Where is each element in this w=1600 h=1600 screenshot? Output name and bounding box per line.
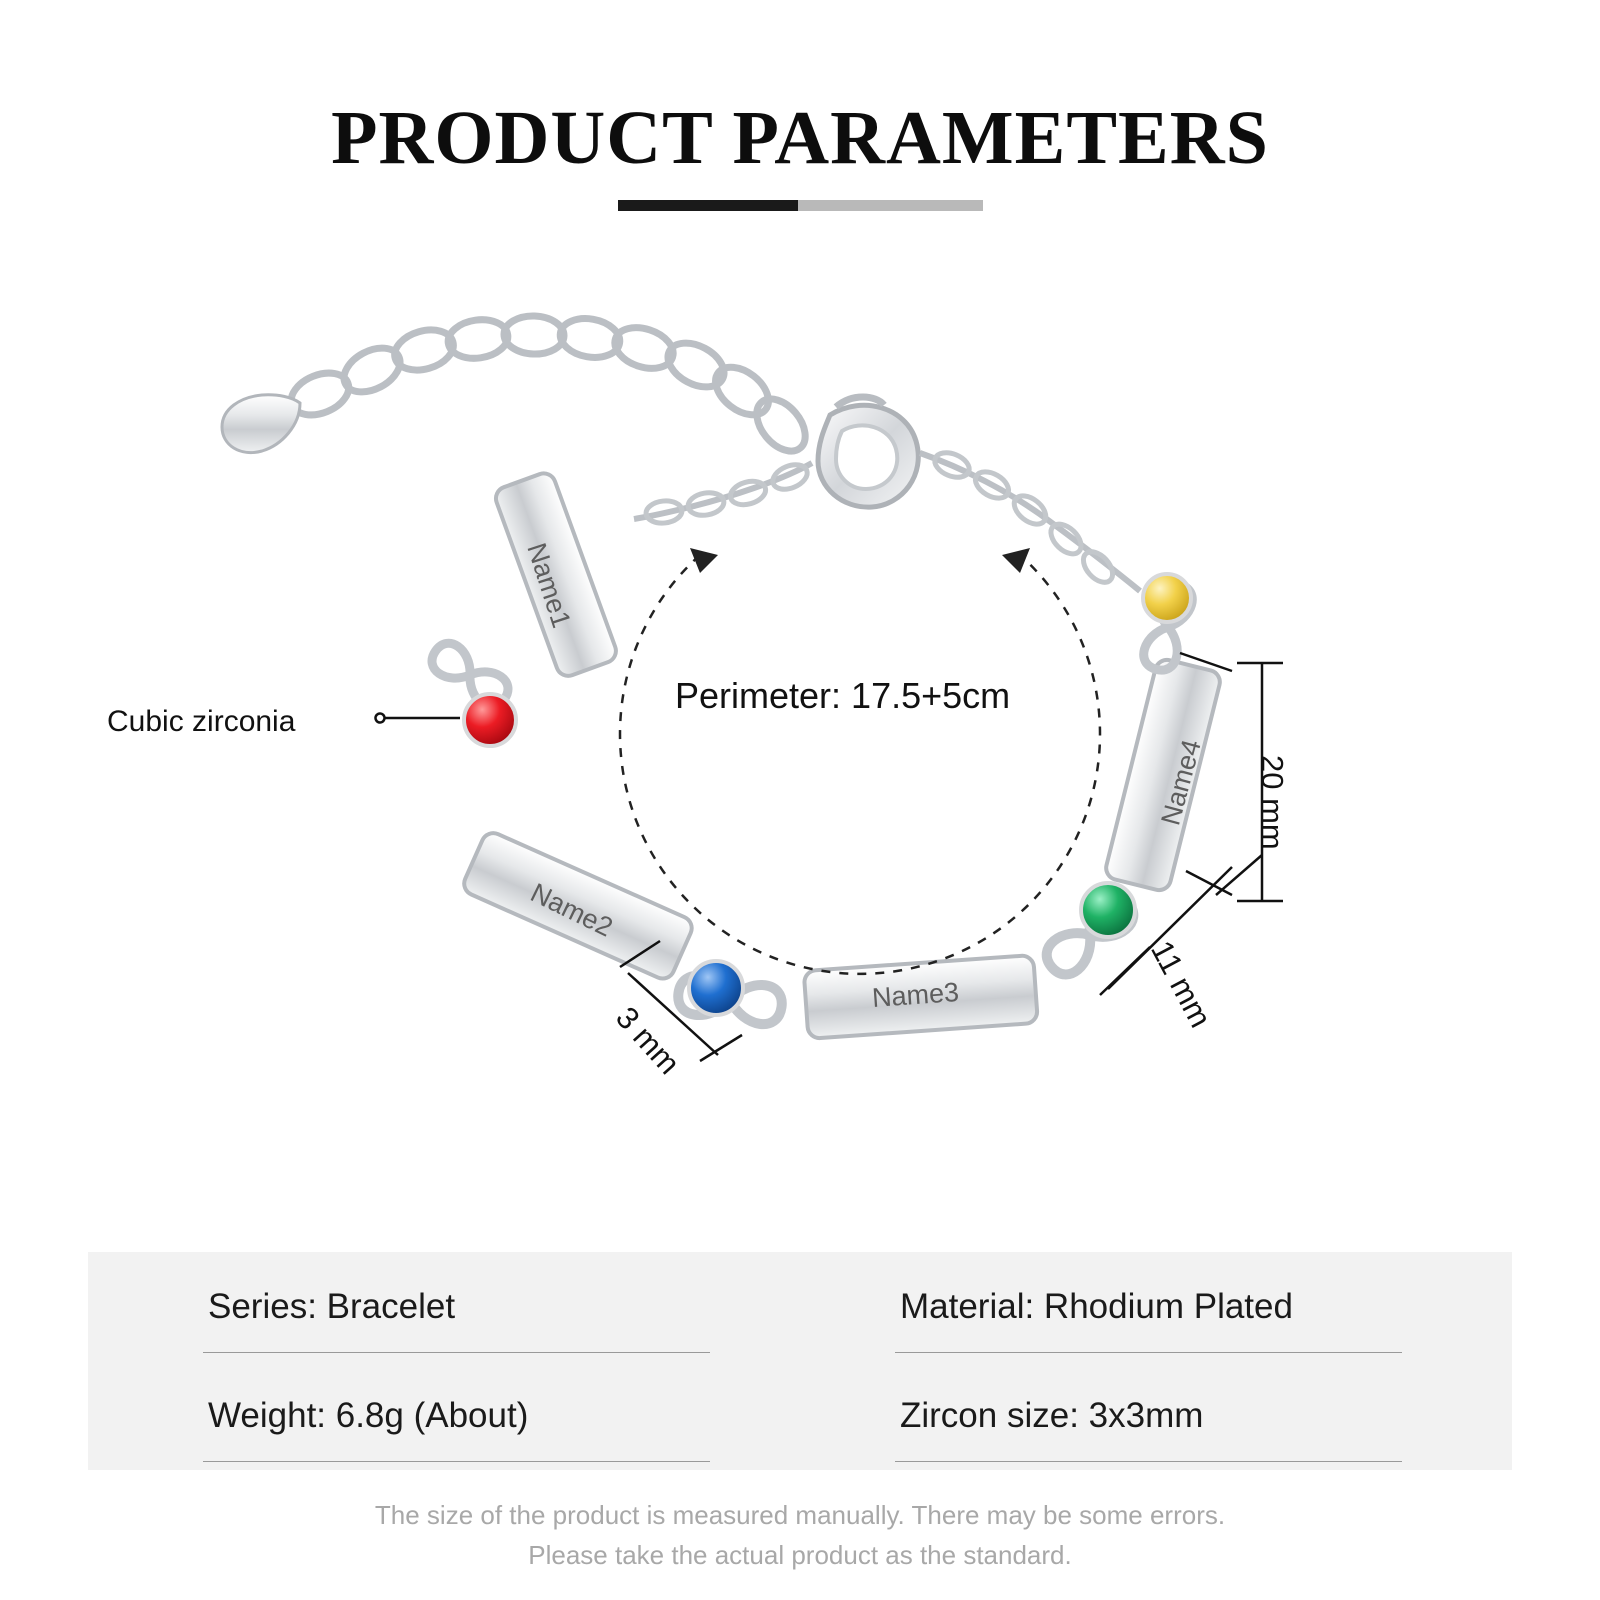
dimension-width-label: 11 mm: [1144, 935, 1219, 1034]
spec-weight: [88, 1361, 800, 1470]
engraving-label-name3: Name3: [871, 977, 960, 1014]
spec-zircon-size-text: Zircon size: 3x3mm: [900, 1395, 1204, 1435]
spec-weight-text: Weight: 6.8g (About): [208, 1395, 529, 1435]
engraving-label-name1: Name1: [521, 539, 577, 632]
spec-material-text: Material: Rhodium Plated: [900, 1286, 1293, 1326]
product-illustration: [0, 255, 1600, 1125]
cubic-zirconia-callout-label: Cubic zirconia: [107, 705, 296, 738]
spec-material: [800, 1252, 1512, 1361]
stone-red: [464, 694, 516, 746]
page-title: PRODUCT PARAMETERS: [331, 96, 1269, 180]
title-underline-dark: [618, 200, 798, 211]
perimeter-label: Perimeter: 17.5+5cm: [675, 675, 1011, 716]
stone-blue: [689, 961, 743, 1015]
engraving-label-name2: Name2: [526, 877, 618, 943]
spec-grid: [88, 1252, 1512, 1470]
stone-yellow: [1143, 574, 1191, 622]
dimension-height-label: 20 mm: [1255, 755, 1290, 850]
page-header: [0, 96, 1600, 211]
stone-green: [1081, 883, 1135, 937]
title-underline-light: [798, 200, 983, 211]
spec-panel: [88, 1252, 1512, 1470]
disclaimer: [0, 1495, 1600, 1576]
engraving-label-name4: Name4: [1155, 736, 1207, 829]
spec-zircon-size: [800, 1361, 1512, 1470]
dimension-thickness-label: 3 mm: [608, 1000, 687, 1082]
disclaimer-line-2: Please take the actual product as the standard.: [528, 1540, 1072, 1571]
disclaimer-line-1: The size of the product is measured manually. There may be some errors.: [374, 1500, 1226, 1530]
spec-series: [88, 1252, 800, 1361]
spec-series-text: Series: Bracelet: [208, 1286, 456, 1326]
title-underline: [0, 200, 1600, 211]
